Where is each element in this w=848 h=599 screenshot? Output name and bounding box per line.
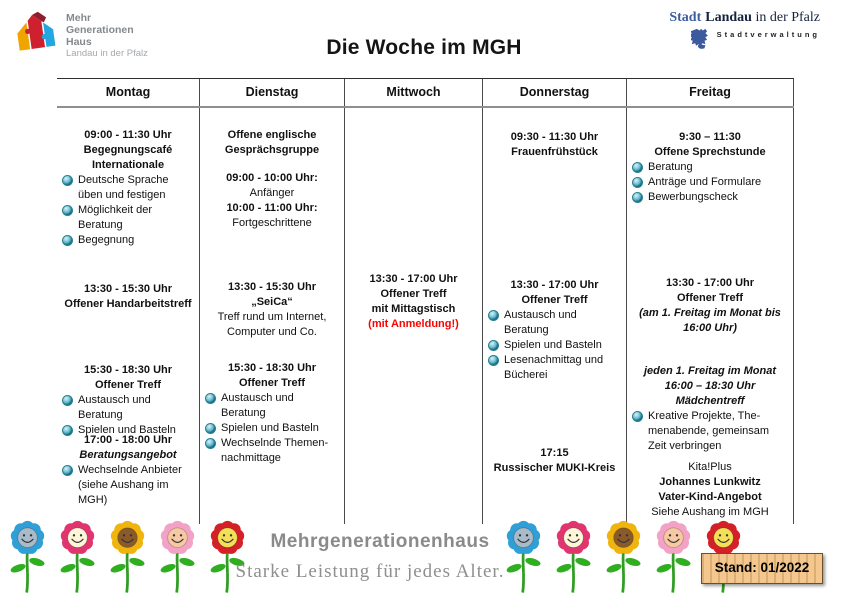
event-line: 13:30 - 17:00 Uhr — [510, 279, 599, 291]
header-divider-line — [57, 106, 794, 108]
schedule-event — [60, 128, 196, 248]
bullet-item — [60, 203, 196, 233]
bullet-text: Anträge und Formulare — [648, 176, 762, 188]
event-line: Russischer MUKI-Kreis — [493, 462, 616, 474]
schedule-event — [630, 364, 790, 454]
day-header-mittwoch: Mittwoch — [386, 85, 441, 99]
ball-bullet-icon — [62, 465, 73, 476]
bullet-text: Spielen und Basteln — [504, 339, 602, 351]
city-crest-icon — [691, 27, 713, 51]
ball-bullet-icon — [205, 423, 216, 434]
event-line: Offener Treff — [676, 292, 743, 304]
event-line: 13:30 - 15:30 Uhr — [83, 283, 173, 295]
day-body-donnerstag — [483, 108, 626, 524]
schedule-event — [486, 130, 623, 160]
mgh-logo-line: Haus — [66, 36, 92, 48]
day-body-montag — [57, 108, 199, 524]
bullet-text: Kreative Projekte, Themenabende, gemeinsam Zeit verbringen — [648, 410, 770, 452]
bullet-text: Möglichkeit der Beratung — [78, 204, 152, 231]
smiley-flower-icon — [154, 517, 201, 596]
event-line: Siehe Aushang im MGH — [651, 506, 769, 518]
day-header-montag: Montag — [105, 85, 151, 99]
bullet-item — [60, 173, 196, 203]
weekly-schedule-table — [57, 78, 794, 523]
bullet-item — [486, 308, 623, 338]
schedule-event — [486, 278, 623, 383]
event-line: 09:00 - 11:30 Uhr — [84, 129, 172, 141]
bullet-text: Wechselnde Themennachmittage — [221, 437, 329, 464]
event-line: 17:15 — [540, 447, 569, 459]
day-body-mittwoch — [345, 108, 482, 524]
bullet-item — [203, 421, 341, 436]
smiley-flower-icon — [600, 517, 647, 596]
city-logo-wordmark — [660, 10, 820, 26]
day-body-freitag — [627, 108, 793, 524]
event-line: Offener Treff — [521, 294, 588, 306]
event-line: Fortgeschrittene — [232, 217, 312, 229]
event-line: 13:30 - 17:00 Uhr — [665, 277, 755, 289]
day-header-freitag: Freitag — [689, 85, 731, 99]
mgh-logo-line: Landau in der Pfalz — [66, 48, 148, 59]
bullet-item — [486, 338, 623, 353]
ball-bullet-icon — [205, 393, 216, 404]
day-header-dienstag: Dienstag — [245, 85, 299, 99]
event-line: Beratungsangebot — [79, 449, 177, 461]
flower-row-left — [4, 517, 251, 596]
footer-brand: Mehrgenerationenhaus — [270, 531, 490, 552]
event-line: Mädchentreff — [675, 395, 745, 407]
smiley-flower-icon — [500, 517, 547, 596]
event-line: Offene englische Gesprächsgruppe — [224, 129, 320, 156]
event-line: Offene Sprechstunde — [654, 146, 766, 158]
event-line: Offener Treff — [94, 379, 161, 391]
event-line: Offener Handarbeitstreff — [64, 298, 192, 310]
day-column-freitag — [627, 79, 794, 524]
event-line: 9:30 – 11:30 — [679, 131, 741, 143]
day-column-mittwoch — [345, 79, 483, 524]
event-line: Vater-Kind-Angebot — [658, 491, 762, 503]
schedule-event — [203, 361, 341, 466]
smiley-flower-icon — [550, 517, 597, 596]
event-line: jeden 1. Freitag im Monat — [643, 365, 777, 377]
city-logo-stadt: Stadt — [669, 10, 702, 25]
ball-bullet-icon — [632, 192, 643, 203]
schedule-event — [630, 460, 790, 520]
bullet-item — [60, 393, 196, 423]
mgh-logo-line: Mehr — [66, 12, 92, 24]
event-line: 15:30 - 18:30 Uhr — [83, 364, 173, 376]
ball-bullet-icon — [632, 177, 643, 188]
smiley-flower-icon — [54, 517, 101, 596]
schedule-event — [60, 363, 196, 438]
event-line: Frauenfrühstück — [511, 146, 598, 158]
schedule-event — [486, 446, 623, 476]
event-line: (am 1. Freitag im Monat bis 16:00 Uhr) — [639, 307, 781, 334]
event-line: 09:30 - 11:30 Uhr — [510, 131, 599, 143]
bullet-item — [630, 190, 790, 205]
event-line: Offener Treff — [380, 288, 447, 300]
schedule-event — [203, 280, 341, 340]
page-title: Die Woche im MGH — [326, 36, 522, 59]
schedule-event — [203, 128, 341, 158]
stadt-landau-logo — [660, 10, 820, 51]
smiley-flower-icon — [204, 517, 251, 596]
ball-bullet-icon — [632, 162, 643, 173]
event-line: 13:30 - 17:00 Uhr — [369, 273, 458, 285]
event-line: Kita!Plus — [688, 461, 732, 473]
city-logo-subtitle: Stadtverwaltung — [716, 30, 820, 39]
footer-slogan: Starke Leistung für jedes Alter. — [235, 561, 505, 582]
bullet-text: Austausch und Beratung — [221, 392, 294, 419]
event-line: (mit Anmeldung!) — [368, 318, 459, 330]
event-line: 09:00 - 10:00 Uhr: — [226, 172, 318, 184]
event-line: Johannes Lunkwitz — [659, 476, 761, 488]
bullet-item — [60, 463, 196, 508]
ball-bullet-icon — [488, 355, 499, 366]
ball-bullet-icon — [62, 395, 73, 406]
event-line: 13:30 - 15:30 Uhr — [227, 281, 317, 293]
ball-bullet-icon — [62, 205, 73, 216]
ball-bullet-icon — [488, 340, 499, 351]
day-body-dienstag — [200, 108, 344, 524]
bullet-text: Austausch und Beratung — [504, 309, 577, 336]
stand-date-badge: Stand: 01/2022 — [701, 553, 823, 584]
event-line: 17:00 - 18:00 Uhr — [83, 434, 173, 446]
event-line: 10:00 - 11:00 Uhr: — [226, 202, 318, 214]
bullet-text: Wechselnde Anbieter (siehe Aushang im MGH) — [78, 464, 182, 506]
smiley-flower-icon — [4, 517, 51, 596]
bullet-text: Begegnung — [78, 234, 135, 246]
event-line: Treff rund um Internet, Computer und Co. — [217, 311, 327, 338]
bullet-item — [203, 391, 341, 421]
event-line: Internationale — [91, 159, 165, 171]
ball-bullet-icon — [62, 235, 73, 246]
day-column-montag — [57, 79, 200, 524]
schedule-event — [348, 272, 479, 332]
city-logo-name: Landau — [705, 10, 752, 25]
bullet-item — [60, 233, 196, 248]
schedule-event — [630, 276, 790, 336]
ball-bullet-icon — [488, 310, 499, 321]
mgh-logo-line: Generationen — [66, 24, 134, 36]
schedule-event — [60, 282, 196, 312]
bullet-item — [630, 409, 790, 454]
bullet-text: Bewerbungscheck — [648, 191, 738, 203]
day-header-donnerstag: Donnerstag — [519, 85, 590, 99]
bullet-text: Deutsche Sprache üben und festigen — [78, 174, 169, 201]
smiley-flower-icon — [104, 517, 151, 596]
city-logo-rest: in der Pfalz — [755, 10, 820, 25]
event-line: 15:30 - 18:30 Uhr — [227, 362, 317, 374]
event-line: Offener Treff — [238, 377, 305, 389]
bullet-item — [630, 160, 790, 175]
bullet-text: Austausch und Beratung — [78, 394, 151, 421]
ball-bullet-icon — [205, 438, 216, 449]
bullet-text: Lesenachmittag und Bücherei — [504, 354, 604, 381]
schedule-event — [630, 130, 790, 205]
bullet-text: Beratung — [648, 161, 693, 173]
ball-bullet-icon — [632, 411, 643, 422]
bullet-item — [630, 175, 790, 190]
bullet-text: Spielen und Basteln — [78, 424, 176, 436]
event-line: 16:00 – 18:30 Uhr — [664, 380, 756, 392]
event-line: „SeiCa“ — [251, 296, 293, 308]
event-line: mit Mittagstisch — [371, 303, 456, 315]
smiley-flower-icon — [650, 517, 697, 596]
schedule-event — [203, 171, 341, 231]
day-column-donnerstag — [483, 79, 627, 524]
event-line: Anfänger — [249, 187, 295, 199]
day-column-dienstag — [200, 79, 345, 524]
bullet-item — [203, 436, 341, 466]
bullet-text: Spielen und Basteln — [221, 422, 319, 434]
event-line: Begegnungscafé — [83, 144, 173, 156]
schedule-event — [60, 433, 196, 508]
ball-bullet-icon — [62, 175, 73, 186]
bullet-item — [486, 353, 623, 383]
